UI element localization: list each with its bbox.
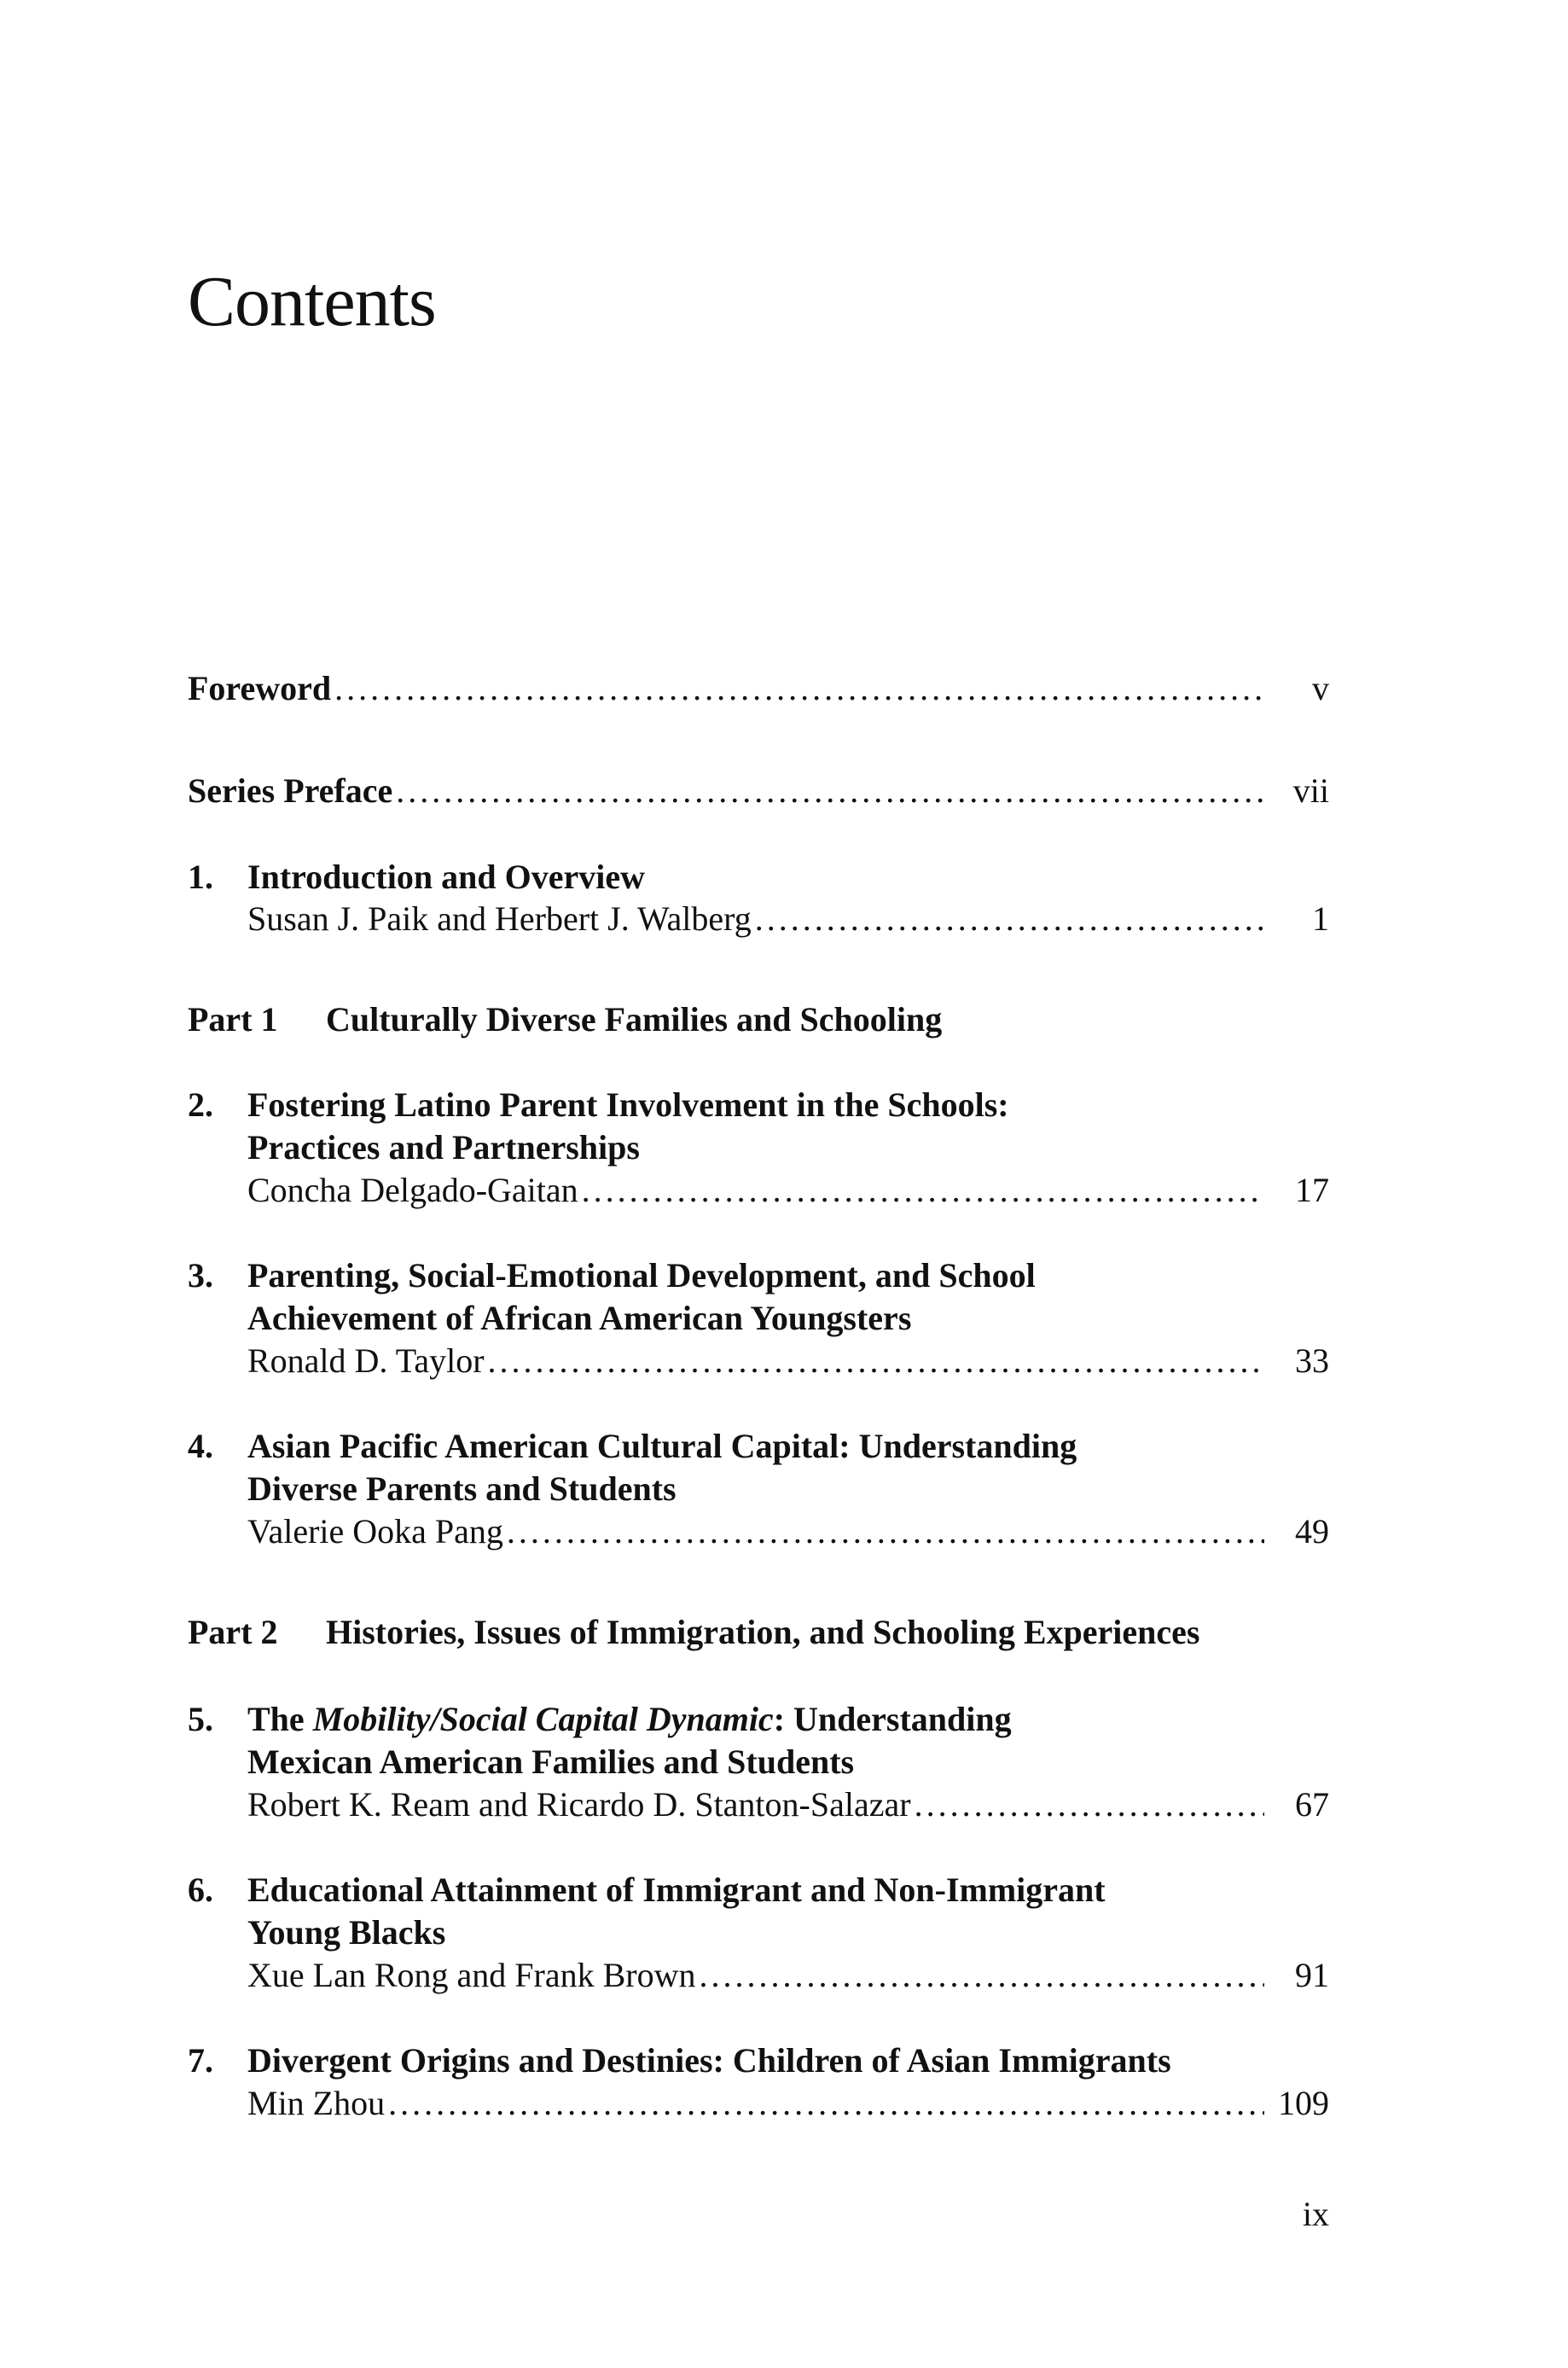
chapter-author: Min Zhou: [247, 2084, 386, 2122]
chapter-number: 4.: [188, 1427, 213, 1465]
title-prefix: The: [247, 1700, 313, 1738]
toc-entry-chapter-6[interactable]: [188, 1869, 1329, 1911]
page-title: Contents: [188, 262, 436, 341]
chapter-number: 2.: [188, 1085, 213, 1124]
page-folio: ix: [1302, 2195, 1329, 2233]
page-number: 67: [1295, 1785, 1329, 1824]
dot-leader: [915, 1783, 1264, 1826]
chapter-author: Valerie Ooka Pang: [247, 1512, 503, 1551]
part-heading-1: [188, 998, 1329, 1041]
chapter-4-author-line: [247, 1510, 1329, 1553]
chapter-1-author-line: [247, 898, 1329, 940]
chapter-number: 5.: [188, 1700, 213, 1738]
chapter-title-line-1: Educational Attainment of Immigrant and Non-Immigrant: [247, 1871, 1106, 1909]
chapter-5-author-line: [247, 1783, 1329, 1826]
title-suffix: : Understanding: [773, 1700, 1012, 1738]
chapter-title-line-2: Young Blacks: [247, 1913, 446, 1952]
entry-title: Foreword: [188, 669, 332, 707]
dot-leader: [488, 1340, 1264, 1382]
part-title: Histories, Issues of Immigration, and Schooling Experiences: [326, 1613, 1200, 1651]
page-number: 109: [1278, 2084, 1329, 2122]
part-label: Part 1: [188, 1000, 278, 1039]
toc-entry-chapter-4[interactable]: [188, 1425, 1329, 1468]
chapter-number: 1.: [188, 858, 213, 896]
dot-leader: [582, 1169, 1264, 1212]
dot-leader: [755, 898, 1264, 940]
chapter-title-line-1: Parenting, Social-Emotional Development, and School: [247, 1256, 1036, 1295]
toc-entry-chapter-3[interactable]: [188, 1254, 1329, 1297]
chapter-title-line-2: Practices and Partnerships: [247, 1128, 640, 1167]
chapter-author: Susan J. Paik and Herbert J. Walberg: [247, 899, 752, 938]
page-number: 1: [1312, 899, 1329, 938]
dot-leader: [334, 667, 1264, 710]
toc-entry-chapter-2[interactable]: [188, 1084, 1329, 1126]
page-number: 49: [1295, 1512, 1329, 1551]
chapter-title-line-2: Mexican American Families and Students: [247, 1743, 855, 1781]
chapter-author: Xue Lan Rong and Frank Brown: [247, 1956, 696, 1994]
chapter-3-author-line: [247, 1340, 1329, 1382]
title-italic-phrase: Mobility/Social Capital Dynamic: [312, 1700, 774, 1738]
chapter-title-line-1: [247, 1698, 1012, 1741]
chapter-author: Ronald D. Taylor: [247, 1341, 485, 1380]
page-number: 91: [1295, 1956, 1329, 1994]
page-number: 17: [1295, 1171, 1329, 1209]
toc-entry-chapter-5[interactable]: [188, 1698, 1329, 1741]
part-label: Part 2: [188, 1613, 278, 1651]
part-title: Culturally Diverse Families and Schooling: [326, 1000, 943, 1039]
chapter-author: Robert K. Ream and Ricardo D. Stanton-Salazar: [247, 1785, 911, 1824]
chapter-number: 3.: [188, 1256, 213, 1295]
toc-entry-foreword[interactable]: [188, 667, 1329, 710]
page-number: 33: [1295, 1341, 1329, 1380]
chapter-title: Introduction and Overview: [247, 858, 645, 896]
toc-entry-series-preface[interactable]: [188, 770, 1329, 812]
chapter-title-line-2: Diverse Parents and Students: [247, 1469, 677, 1508]
dot-leader: [507, 1510, 1264, 1553]
chapter-title-line-1: Asian Pacific American Cultural Capital: Understanding: [247, 1427, 1077, 1465]
page-number: v: [1312, 669, 1329, 707]
part-heading-2: [188, 1611, 1329, 1654]
toc-entry-chapter-7[interactable]: [188, 2039, 1329, 2082]
page-number: vii: [1292, 771, 1329, 810]
chapter-number: 7.: [188, 2041, 213, 2080]
chapter-title-line-1: Fostering Latino Parent Involvement in the Schools:: [247, 1085, 1009, 1124]
chapter-title: Divergent Origins and Destinies: Children of Asian Immigrants: [247, 2041, 1171, 2080]
table-of-contents: [188, 0, 1329, 2368]
dot-leader: [396, 770, 1264, 812]
chapter-6-author-line: [247, 1954, 1329, 1997]
chapter-2-author-line: [247, 1169, 1329, 1212]
chapter-7-author-line: [247, 2082, 1329, 2125]
entry-title: Series Preface: [188, 771, 393, 810]
dot-leader: [699, 1954, 1264, 1997]
chapter-author: Concha Delgado-Gaitan: [247, 1171, 578, 1209]
dot-leader: [388, 2082, 1264, 2125]
chapter-number: 6.: [188, 1871, 213, 1909]
toc-entry-chapter-1[interactable]: [188, 856, 1329, 899]
chapter-title-line-2: Achievement of African American Youngsters: [247, 1299, 912, 1337]
